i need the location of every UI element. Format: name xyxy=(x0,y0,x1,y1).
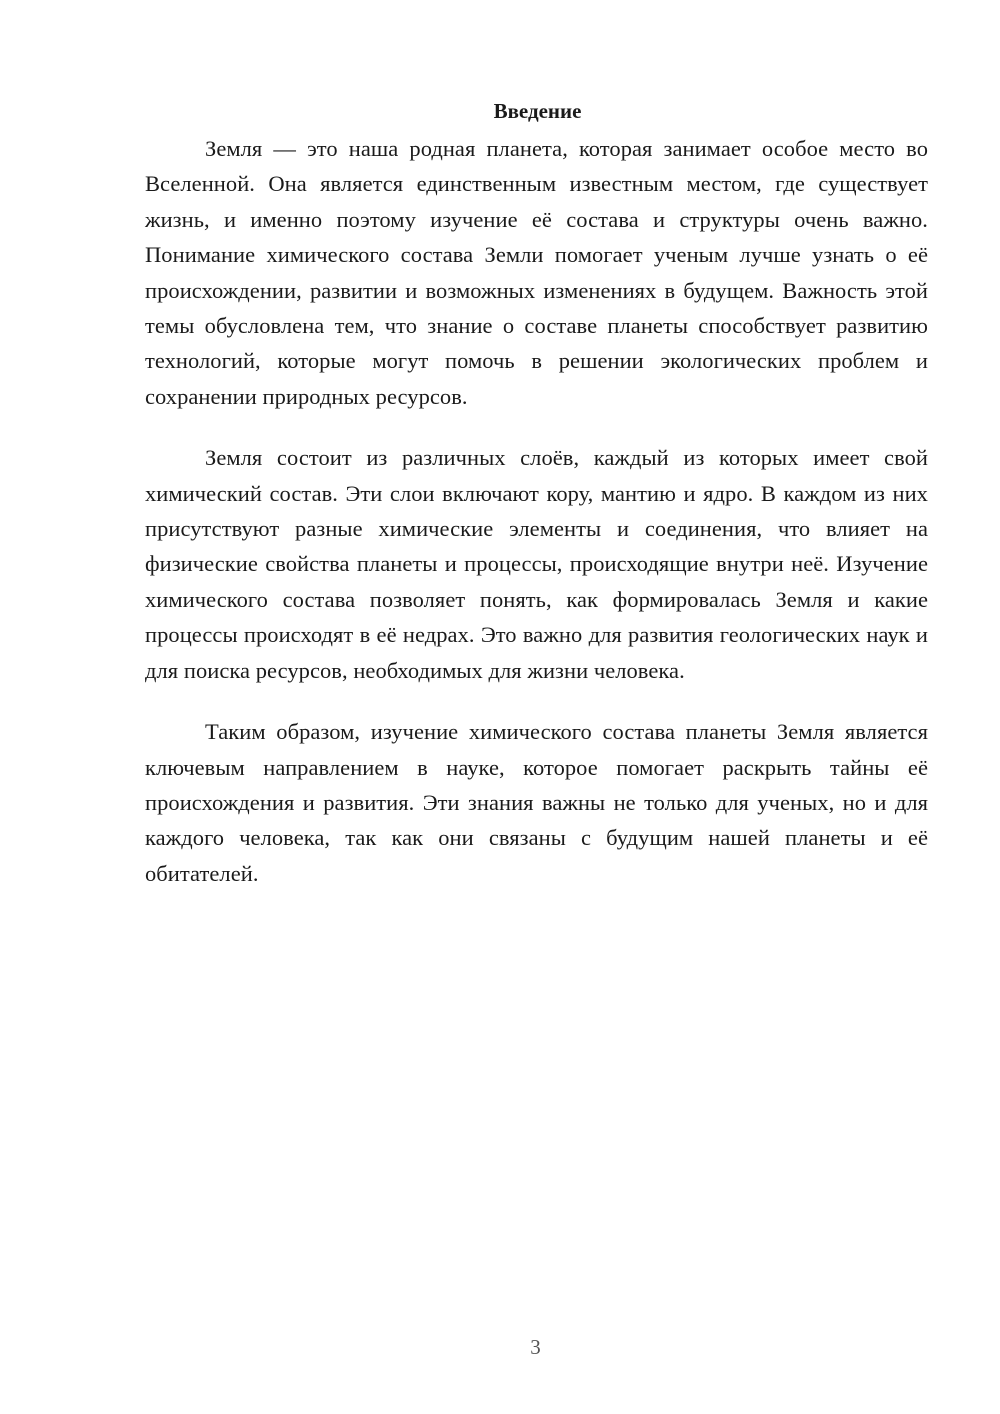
paragraph-1: Земля — это наша родная планета, которая занимает особое место во Вселенной. Она является единственным известным местом, где существует жизнь, и именно поэтому изучение её состава и структуры очень важно. Понимание химического состава Земли помогает ученым лучше узнать о её происхождении, развитии и возможных изменениях в будущем. Важность этой темы обусловлена тем, что знание о составе планеты способствует развитию технологий, которые могут помочь в решении экологических проблем и сохранении природных ресурсов. xyxy=(145,136,928,409)
document-body xyxy=(145,96,928,917)
page-number: 3 xyxy=(530,1335,541,1359)
paragraph-2: Земля состоит из различных слоёв, каждый из которых имеет свой химический состав. Эти слои включают кору, мантию и ядро. В каждом из них присутствуют разные химические элементы и соединения, что влияет на физические свойства планеты и процессы, происходящие внутри неё. Изучение химического состава позволяет понять, как формировалась Земля и какие процессы происходят в её недрах. Это важно для развития геологических наук и для поиска ресурсов, необходимых для жизни человека. xyxy=(145,445,928,683)
section-heading: Введение xyxy=(493,99,582,123)
paragraph-3: Таким образом, изучение химического состава планеты Земля является ключевым направлением в науке, которое помогает раскрыть тайны её происхождения и развития. Эти знания важны не только для ученых, но и для каждого человека, так как они связаны с будущим нашей планеты и её обитателей. xyxy=(145,719,928,886)
